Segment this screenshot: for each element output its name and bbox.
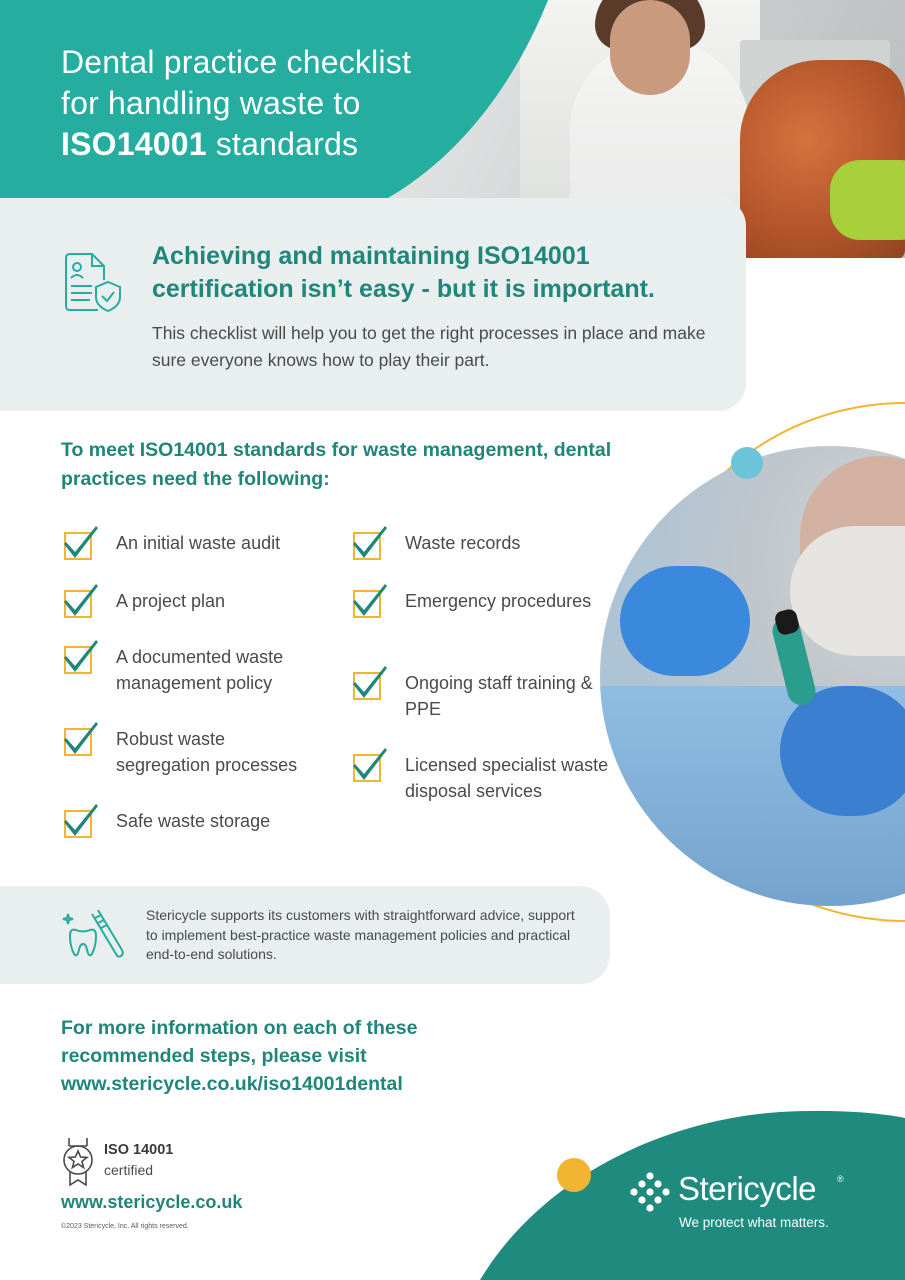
stericycle-logo <box>630 1170 860 1240</box>
checklist-item <box>62 804 312 840</box>
checklist-item-label: Waste records <box>405 533 521 553</box>
tooth-toothbrush-icon <box>62 910 126 960</box>
more-info-line-2: recommended steps, please visit <box>61 1045 367 1067</box>
checklist-item <box>62 584 312 620</box>
title-line-2: for handling waste to <box>61 85 361 121</box>
checkbox-icon <box>62 526 98 562</box>
logo-tagline: We protect what matters. <box>679 1215 829 1230</box>
checklist-item-label: Emergency procedures <box>405 591 592 611</box>
checklist-item <box>62 722 312 778</box>
checklist-item <box>351 526 611 562</box>
iso-badge-title: ISO 14001 <box>104 1142 174 1158</box>
checkbox-icon <box>351 748 387 784</box>
more-info-line-1: For more information on each of these <box>61 1017 418 1039</box>
logo-registered: ® <box>837 1174 844 1184</box>
intro-heading: Achieving and maintaining ISO14001 certification isn’t easy - but it is important. <box>152 242 655 303</box>
checklist-item <box>351 748 611 804</box>
checklist-item <box>351 666 611 722</box>
checklist-heading: To meet ISO14001 standards for waste management, dental practices need the following: <box>61 439 612 490</box>
footer-website-link[interactable]: www.stericycle.co.uk <box>61 1192 243 1212</box>
checkbox-icon <box>351 584 387 620</box>
checklist-item-label: A project plan <box>116 591 226 611</box>
intro-body: This checklist will help you to get the right processes in place and make sure everyone knows how to play their part. <box>152 323 706 370</box>
checkbox-icon <box>62 804 98 840</box>
checklist-item-label: An initial waste audit <box>116 533 281 553</box>
title-line-3 <box>61 124 481 165</box>
checklist-item <box>62 640 312 696</box>
checkbox-icon <box>62 722 98 758</box>
checkbox-icon <box>62 640 98 676</box>
checklist-item <box>62 526 312 562</box>
logo-name: Stericycle <box>678 1170 817 1207</box>
decorative-dot <box>731 447 763 479</box>
iso-badge-subtitle: certified <box>104 1162 154 1178</box>
checklist-item-label: A documented waste management policy <box>116 647 284 693</box>
checklist-item-label: Ongoing staff training & PPE <box>405 673 593 719</box>
checklist-item-label: Licensed specialist waste disposal services <box>405 755 609 801</box>
copyright: ©2023 Stericycle, Inc. All rights reserved. <box>61 1223 189 1230</box>
support-text: Stericycle supports its customers with straightforward advice, support to implement best-practice waste management policies and practical end-to-end solutions. <box>146 907 575 962</box>
logo-dots-icon <box>630 1172 670 1212</box>
document-shield-icon <box>62 252 124 314</box>
dentist-patient-photo <box>600 446 905 906</box>
more-info-link[interactable]: www.stericycle.co.uk/iso14001dental <box>61 1073 403 1095</box>
page-title <box>61 42 481 165</box>
checklist-item-label: Robust waste segregation processes <box>116 729 298 775</box>
checkbox-icon <box>62 584 98 620</box>
title-line-1: Dental practice checklist <box>61 44 412 80</box>
title-bold: ISO14001 <box>61 126 207 162</box>
more-info <box>61 1014 481 1098</box>
checkbox-icon <box>351 526 387 562</box>
checklist-item-label: Safe waste storage <box>116 811 271 831</box>
decorative-dot-yellow <box>557 1158 591 1192</box>
checklist-item <box>351 584 611 620</box>
checkbox-icon <box>351 666 387 702</box>
title-end: standards <box>206 126 359 162</box>
